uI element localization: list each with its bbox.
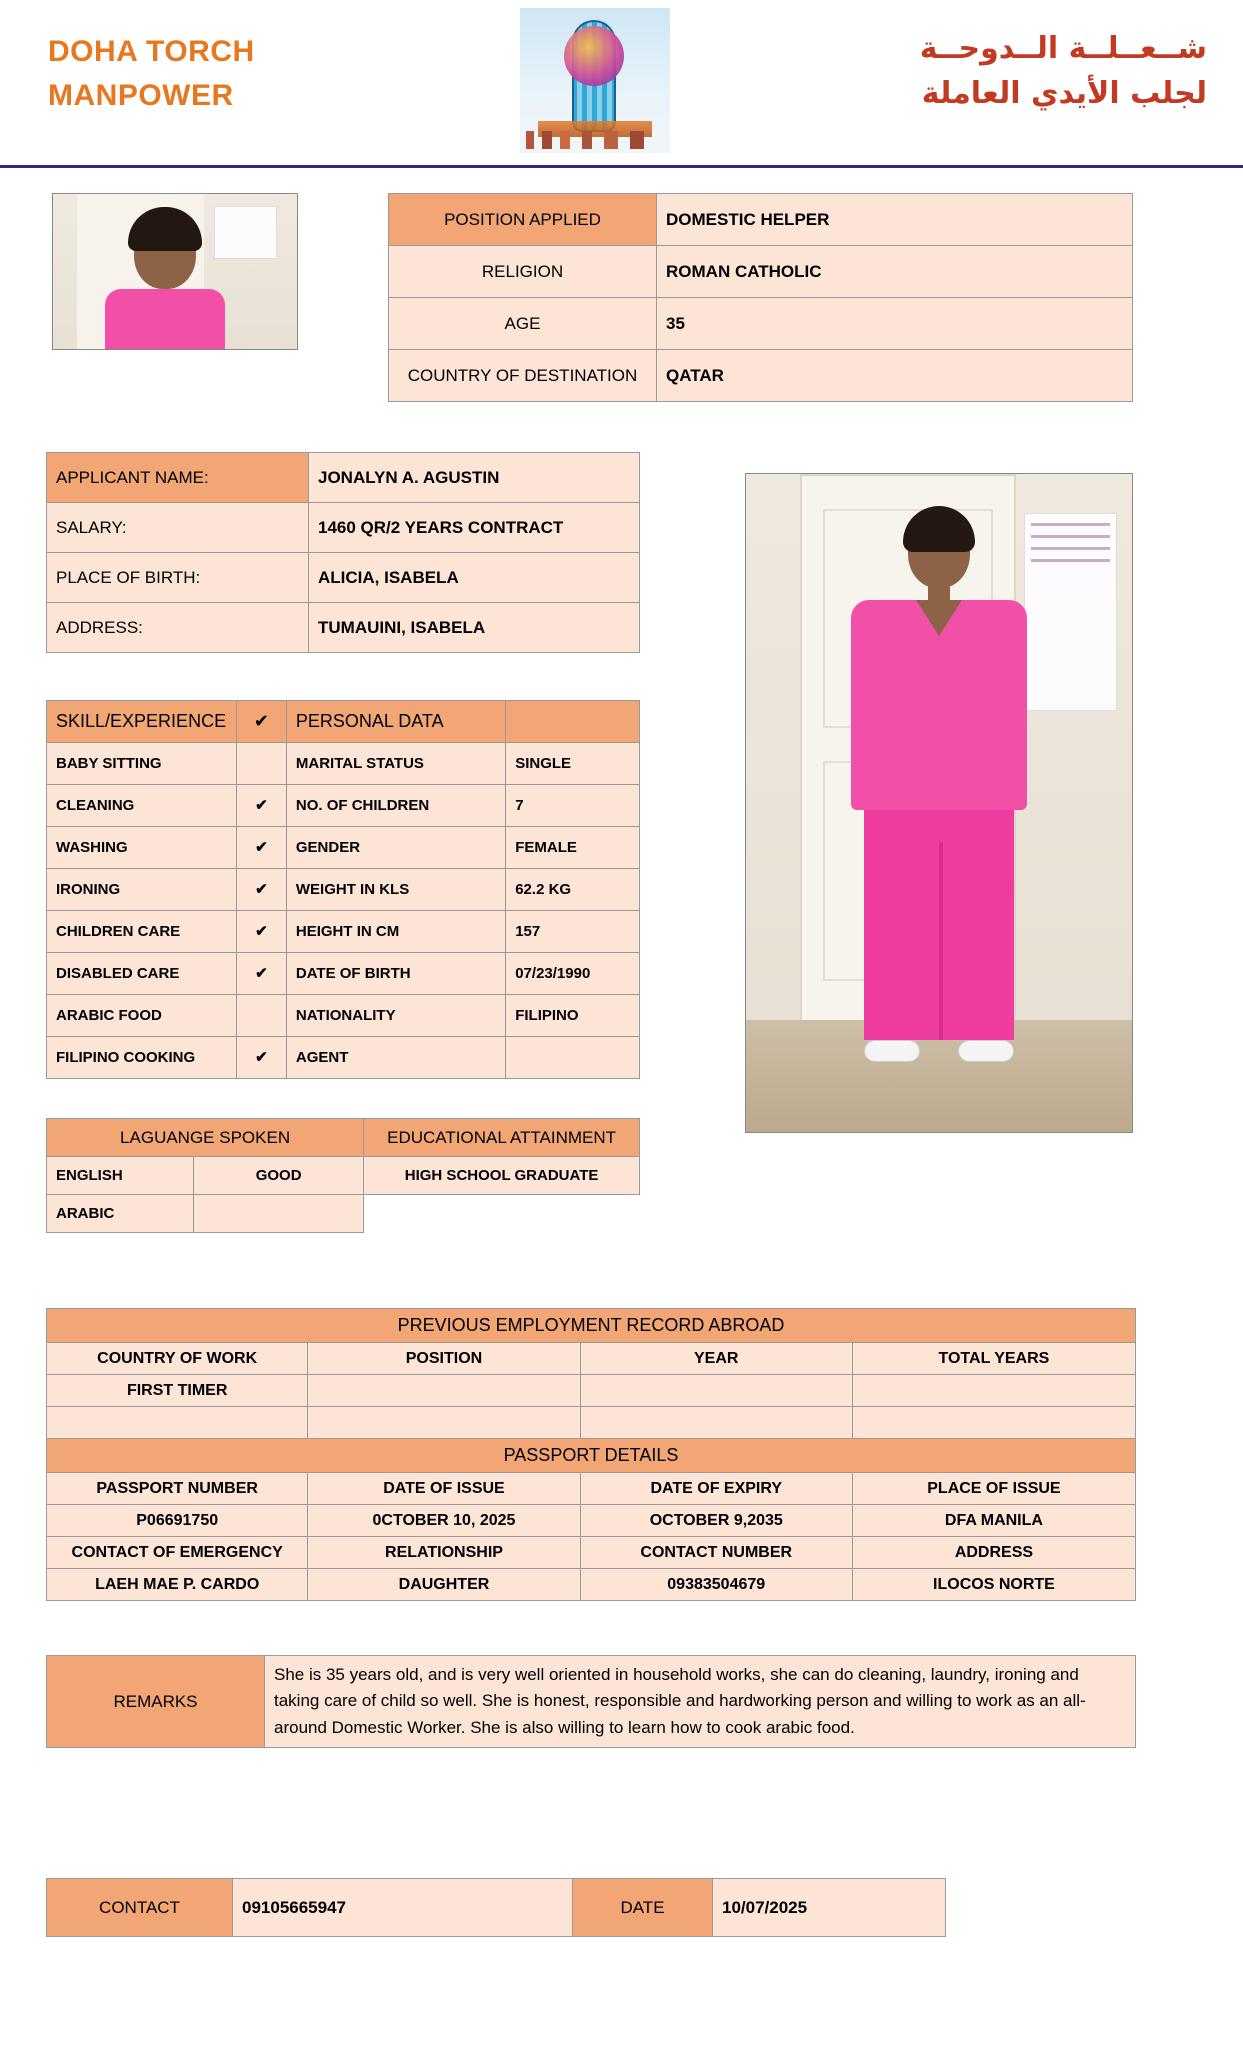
table-row	[389, 246, 1133, 298]
applicant-fullbody-photo	[745, 473, 1133, 1133]
employment-total-years	[852, 1375, 1135, 1407]
table-row	[47, 869, 640, 911]
date-value: 10/07/2025	[713, 1879, 946, 1937]
personal-field-label: NO. OF CHILDREN	[286, 785, 505, 827]
applicant-headshot-photo	[52, 193, 298, 350]
personal-field-value: FEMALE	[506, 827, 640, 869]
skill-checkbox[interactable]: ✔	[236, 785, 286, 827]
country-destination-value: QATAR	[657, 350, 1133, 402]
personal-field-label: DATE OF BIRTH	[286, 953, 505, 995]
language-level: GOOD	[194, 1157, 364, 1195]
table-row	[47, 503, 640, 553]
emergency-contact-name: LAEH MAE P. CARDO	[47, 1569, 308, 1601]
personal-field-label: MARITAL STATUS	[286, 743, 505, 785]
address-label: ADDRESS:	[47, 603, 309, 653]
table-row	[47, 911, 640, 953]
table-title-row	[47, 1439, 1136, 1473]
table-header-row	[47, 1537, 1136, 1569]
table-row	[47, 953, 640, 995]
table-row	[47, 1037, 640, 1079]
age-label: AGE	[389, 298, 657, 350]
table-row	[389, 350, 1133, 402]
table-row	[47, 995, 640, 1037]
table-row	[47, 827, 640, 869]
education-value: HIGH SCHOOL GRADUATE	[364, 1157, 640, 1195]
applicant-name-value: JONALYN A. AGUSTIN	[309, 453, 640, 503]
skill-label: CHILDREN CARE	[47, 911, 237, 953]
table-row	[47, 1407, 1136, 1439]
language-education-table	[46, 1118, 640, 1233]
arabic-line-2: لجلب الأيدي العاملة	[921, 76, 1207, 111]
personal-field-label: AGENT	[286, 1037, 505, 1079]
language-name: ENGLISH	[47, 1157, 194, 1195]
personal-field-label: HEIGHT IN CM	[286, 911, 505, 953]
skill-checkbox[interactable]: ✔	[236, 953, 286, 995]
employment-year	[580, 1407, 852, 1439]
table-row	[47, 603, 640, 653]
skill-label: ARABIC FOOD	[47, 995, 237, 1037]
language-spoken-header: LAGUANGE SPOKEN	[47, 1119, 364, 1157]
personal-field-value: 62.2 KG	[506, 869, 640, 911]
table-header-row	[47, 1119, 640, 1157]
place-of-birth-value: ALICIA, ISABELA	[309, 553, 640, 603]
position-details-table	[388, 193, 1133, 402]
country-destination-label: COUNTRY OF DESTINATION	[389, 350, 657, 402]
table-row	[47, 1195, 640, 1233]
table-row	[47, 1569, 1136, 1601]
skill-label: FILIPINO COOKING	[47, 1037, 237, 1079]
skill-label: IRONING	[47, 869, 237, 911]
table-header-row	[47, 701, 640, 743]
table-row	[47, 785, 640, 827]
language-name: ARABIC	[47, 1195, 194, 1233]
total-years-header: TOTAL YEARS	[852, 1343, 1135, 1375]
remarks-text: She is 35 years old, and is very well oriented in household works, she can do cleaning, laundry, ironing and taking care of child so well. She is honest, responsible and hardworking person and willing to work as an all-around Domestic Worker. She is also willing to learn how to cook arabic food.	[265, 1656, 1136, 1748]
language-level	[194, 1195, 364, 1233]
torch-logo-icon	[520, 8, 670, 153]
table-row	[47, 1656, 1136, 1748]
brand-line-1: DOHA TORCH	[48, 35, 255, 68]
place-of-issue-value: DFA MANILA	[852, 1505, 1135, 1537]
employment-position	[308, 1375, 580, 1407]
table-row	[47, 1375, 1136, 1407]
skills-personal-data-table	[46, 700, 640, 1079]
country-of-work-header: COUNTRY OF WORK	[47, 1343, 308, 1375]
table-header-row	[47, 1473, 1136, 1505]
employment-country: FIRST TIMER	[47, 1375, 308, 1407]
table-row	[389, 298, 1133, 350]
date-of-expiry-value: OCTOBER 9,2035	[580, 1505, 852, 1537]
personal-field-label: WEIGHT IN KLS	[286, 869, 505, 911]
address-value: TUMAUINI, ISABELA	[309, 603, 640, 653]
religion-label: RELIGION	[389, 246, 657, 298]
employment-country	[47, 1407, 308, 1439]
personal-field-value: 7	[506, 785, 640, 827]
personal-field-value: FILIPINO	[506, 995, 640, 1037]
table-row	[47, 1505, 1136, 1537]
skill-checkbox[interactable]: ✔	[236, 1037, 286, 1079]
employment-record-title: PREVIOUS EMPLOYMENT RECORD ABROAD	[47, 1309, 1136, 1343]
empty-cell	[364, 1195, 640, 1233]
company-brand	[48, 30, 255, 117]
personal-field-label: NATIONALITY	[286, 995, 505, 1037]
table-row	[47, 743, 640, 785]
employment-passport-table	[46, 1308, 1136, 1601]
relationship-header: RELATIONSHIP	[308, 1537, 580, 1569]
table-row	[47, 453, 640, 503]
skill-checkbox[interactable]	[236, 995, 286, 1037]
skill-checkbox[interactable]: ✔	[236, 827, 286, 869]
applicant-name-label: APPLICANT NAME:	[47, 453, 309, 503]
remarks-table	[46, 1655, 1136, 1748]
age-value: 35	[657, 298, 1133, 350]
emergency-address: ILOCOS NORTE	[852, 1569, 1135, 1601]
arabic-line-1: شــعــلــة الــدوحــة	[919, 31, 1207, 66]
position-header: POSITION	[308, 1343, 580, 1375]
personal-field-value: SINGLE	[506, 743, 640, 785]
emergency-contact-number: 09383504679	[580, 1569, 852, 1601]
personal-field-label: GENDER	[286, 827, 505, 869]
arabic-brand	[920, 26, 1207, 116]
skill-label: WASHING	[47, 827, 237, 869]
skill-label: DISABLED CARE	[47, 953, 237, 995]
employment-year	[580, 1375, 852, 1407]
table-header-row	[47, 1343, 1136, 1375]
personal-data-header: PERSONAL DATA	[286, 701, 505, 743]
skill-check-header: ✔	[236, 701, 286, 743]
table-row	[47, 1157, 640, 1195]
contact-value: 09105665947	[233, 1879, 573, 1937]
religion-value: ROMAN CATHOLIC	[657, 246, 1133, 298]
skill-label: CLEANING	[47, 785, 237, 827]
date-of-expiry-header: DATE OF EXPIRY	[580, 1473, 852, 1505]
table-row	[389, 194, 1133, 246]
employment-position	[308, 1407, 580, 1439]
salary-value: 1460 QR/2 YEARS CONTRACT	[309, 503, 640, 553]
contact-date-table	[46, 1878, 946, 1937]
salary-label: SALARY:	[47, 503, 309, 553]
date-of-issue-value: 0CTOBER 10, 2025	[308, 1505, 580, 1537]
employment-total-years	[852, 1407, 1135, 1439]
personal-field-value: 07/23/1990	[506, 953, 640, 995]
personal-field-value: 157	[506, 911, 640, 953]
passport-details-title: PASSPORT DETAILS	[47, 1439, 1136, 1473]
date-of-issue-header: DATE OF ISSUE	[308, 1473, 580, 1505]
remarks-label: REMARKS	[47, 1656, 265, 1748]
page-header	[0, 0, 1243, 168]
table-title-row	[47, 1309, 1136, 1343]
emergency-address-header: ADDRESS	[852, 1537, 1135, 1569]
emergency-contact-header: CONTACT OF EMERGENCY	[47, 1537, 308, 1569]
personal-field-value	[506, 1037, 640, 1079]
table-row	[47, 553, 640, 603]
place-of-birth-label: PLACE OF BIRTH:	[47, 553, 309, 603]
skill-checkbox[interactable]: ✔	[236, 869, 286, 911]
educational-attainment-header: EDUCATIONAL ATTAINMENT	[364, 1119, 640, 1157]
table-row	[47, 1879, 946, 1937]
skill-label: BABY SITTING	[47, 743, 237, 785]
skill-checkbox[interactable]	[236, 743, 286, 785]
contact-number-header: CONTACT NUMBER	[580, 1537, 852, 1569]
brand-line-2: MANPOWER	[48, 78, 234, 112]
position-applied-label: POSITION APPLIED	[389, 194, 657, 246]
contact-label: CONTACT	[47, 1879, 233, 1937]
place-of-issue-header: PLACE OF ISSUE	[852, 1473, 1135, 1505]
applicant-info-table	[46, 452, 640, 653]
year-header: YEAR	[580, 1343, 852, 1375]
emergency-relationship: DAUGHTER	[308, 1569, 580, 1601]
remarks-section	[46, 1655, 1136, 1748]
passport-number-header: PASSPORT NUMBER	[47, 1473, 308, 1505]
date-label: DATE	[573, 1879, 713, 1937]
skill-checkbox[interactable]: ✔	[236, 911, 286, 953]
position-applied-value: DOMESTIC HELPER	[657, 194, 1133, 246]
passport-number-value: P06691750	[47, 1505, 308, 1537]
skill-experience-header: SKILL/EXPERIENCE	[47, 701, 237, 743]
personal-data-value-header	[506, 701, 640, 743]
